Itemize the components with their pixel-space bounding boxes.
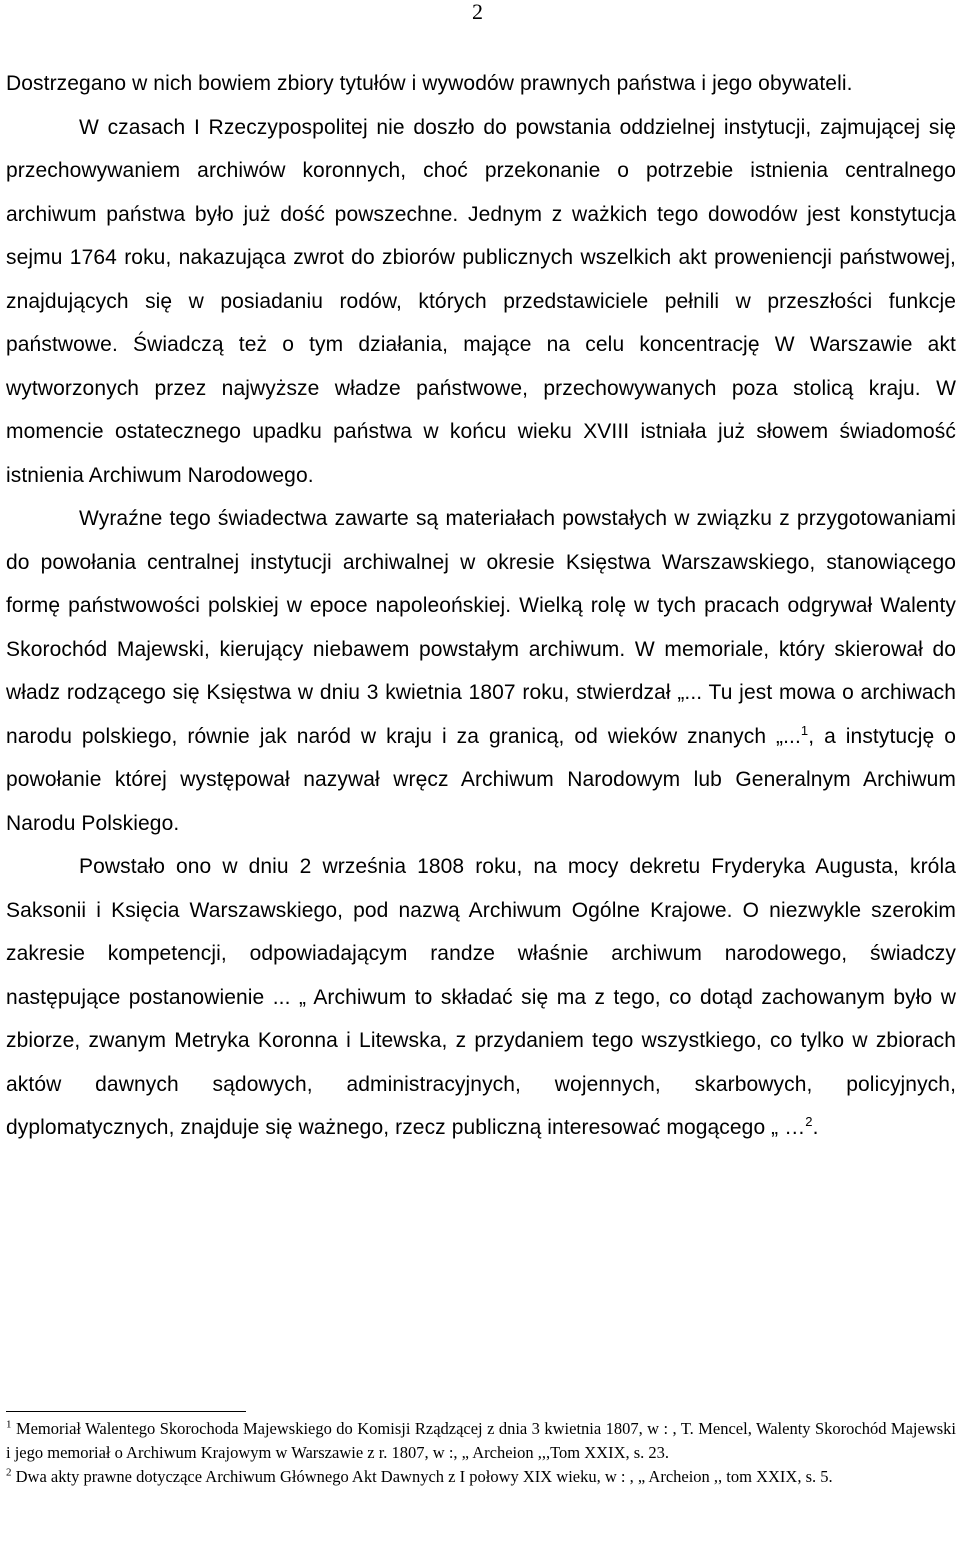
- paragraph-4-text-a: Powstało ono w dniu 2 września 1808 roku, na mocy dekretu Fryderyka Augusta, króla Saksonii i Księcia Warszawskiego, pod nazwą Archiwum Ogólne Krajowe. O niezwykle szerokim zakresie kompetencji, odpowiadającym randze właśnie archiwum narodowego, świadczy następujące postanowienie ... „ Archiwum to składać się ma z tego, co dotąd zachowanym było w zbiorze, zwanym Metryka Koronna i Litewska, z przydaniem tego wszystkiego, co tylko w zbiorach aktów dawnych sądowych, administracyjnych, wojennych, skarbowych, policyjnych, dyplomatycznych, znajduje się ważnego, rzecz publiczną interesować mogącego „ …: [6, 855, 956, 1139]
- footnote-1-mark: 1: [6, 1418, 12, 1431]
- paragraph-3-text-b: , a instytucję o powołanie której występował nazywał wręcz Archiwum Narodowym lub Generalnym Archiwum Narodu Polskiego.: [6, 724, 956, 835]
- footnote-ref-2[interactable]: 2: [805, 1114, 813, 1129]
- footnote-2-text: Dwa akty prawne dotyczące Archiwum Głównego Akt Dawnych z I połowy XIX wieku, w : , „ Archeion ,, tom XXIX, s. 5.: [11, 1467, 833, 1486]
- footnote-2: [6, 1465, 956, 1489]
- paragraph-2: W czasach I Rzeczypospolitej nie doszło do powstania oddzielnej instytucji, zajmującej się przechowywaniem archiwów koronnych, choć przekonanie o potrzebie istnienia centralnego archiwum państwa było już dość powszechne. Jednym z ważkich tego dowodów jest konstytucja sejmu 1764 roku, nakazująca zwrot do zbiorów publicznych wszelkich akt proweniencji państwowej, znajdujących się w posiadaniu rodów, których przedstawiciele pełnili w przeszłości funkcje państwowe. Świadczą też o tym działania, mające na celu koncentrację W Warszawie akt wytworzonych przez najwyższe władze państwowe, przechowywanych poza stolicą kraju. W momencie ostatecznego upadku państwa w końcu wieku XVIII istniała już słowem świadomość istnienia Archiwum Narodowego.: [6, 115, 956, 487]
- paragraph-1: Dostrzegano w nich bowiem zbiory tytułów i wywodów prawnych państwa i jego obywateli.: [6, 72, 853, 95]
- paragraph-3-text-a: Wyraźne tego świadectwa zawarte są materiałach powstałych w związku z przygotowaniami do powołania centralnej instytucji archiwalnej w okresie Księstwa Warszawskiego, stanowiącego formę państwowości polskiej w epoce napoleońskiej. Wielką rolę w tych pracach odgrywał Walenty Skorochód Majewski, kierujący niebawem powstałym archiwum. W memoriale, który skierował do władz rodzącego się Księstwa w dniu 3 kwietnia 1807 roku, stwierdzał „... Tu jest mowa o archiwach narodu polskiego, równie jak naród w kraju i za granicą, od wieków znanych „...: [6, 507, 956, 748]
- footnote-2-mark: 2: [6, 1466, 12, 1479]
- footnote-1: [6, 1417, 956, 1465]
- footnotes: [6, 1417, 956, 1489]
- paragraph-4-text-b: .: [812, 1116, 819, 1139]
- body-text: [6, 62, 956, 1150]
- paragraph-3: [6, 497, 956, 845]
- footnote-1-text: Memoriał Walentego Skorochoda Majewskiego do Komisji Rządzącej z dnia 3 kwietnia 1807, w : , T. Mencel, Walenty Skorochód Majewski i jego memoriał o Archiwum Krajowym w Warszawie z r. 1807, w :, „ Archeion ,,,Tom XXIX, s. 23.: [6, 1419, 956, 1462]
- footnote-divider: [6, 1411, 246, 1412]
- paragraph-4: [6, 845, 956, 1150]
- footnote-ref-1[interactable]: 1: [800, 722, 809, 738]
- page-number: 2: [472, 0, 483, 24]
